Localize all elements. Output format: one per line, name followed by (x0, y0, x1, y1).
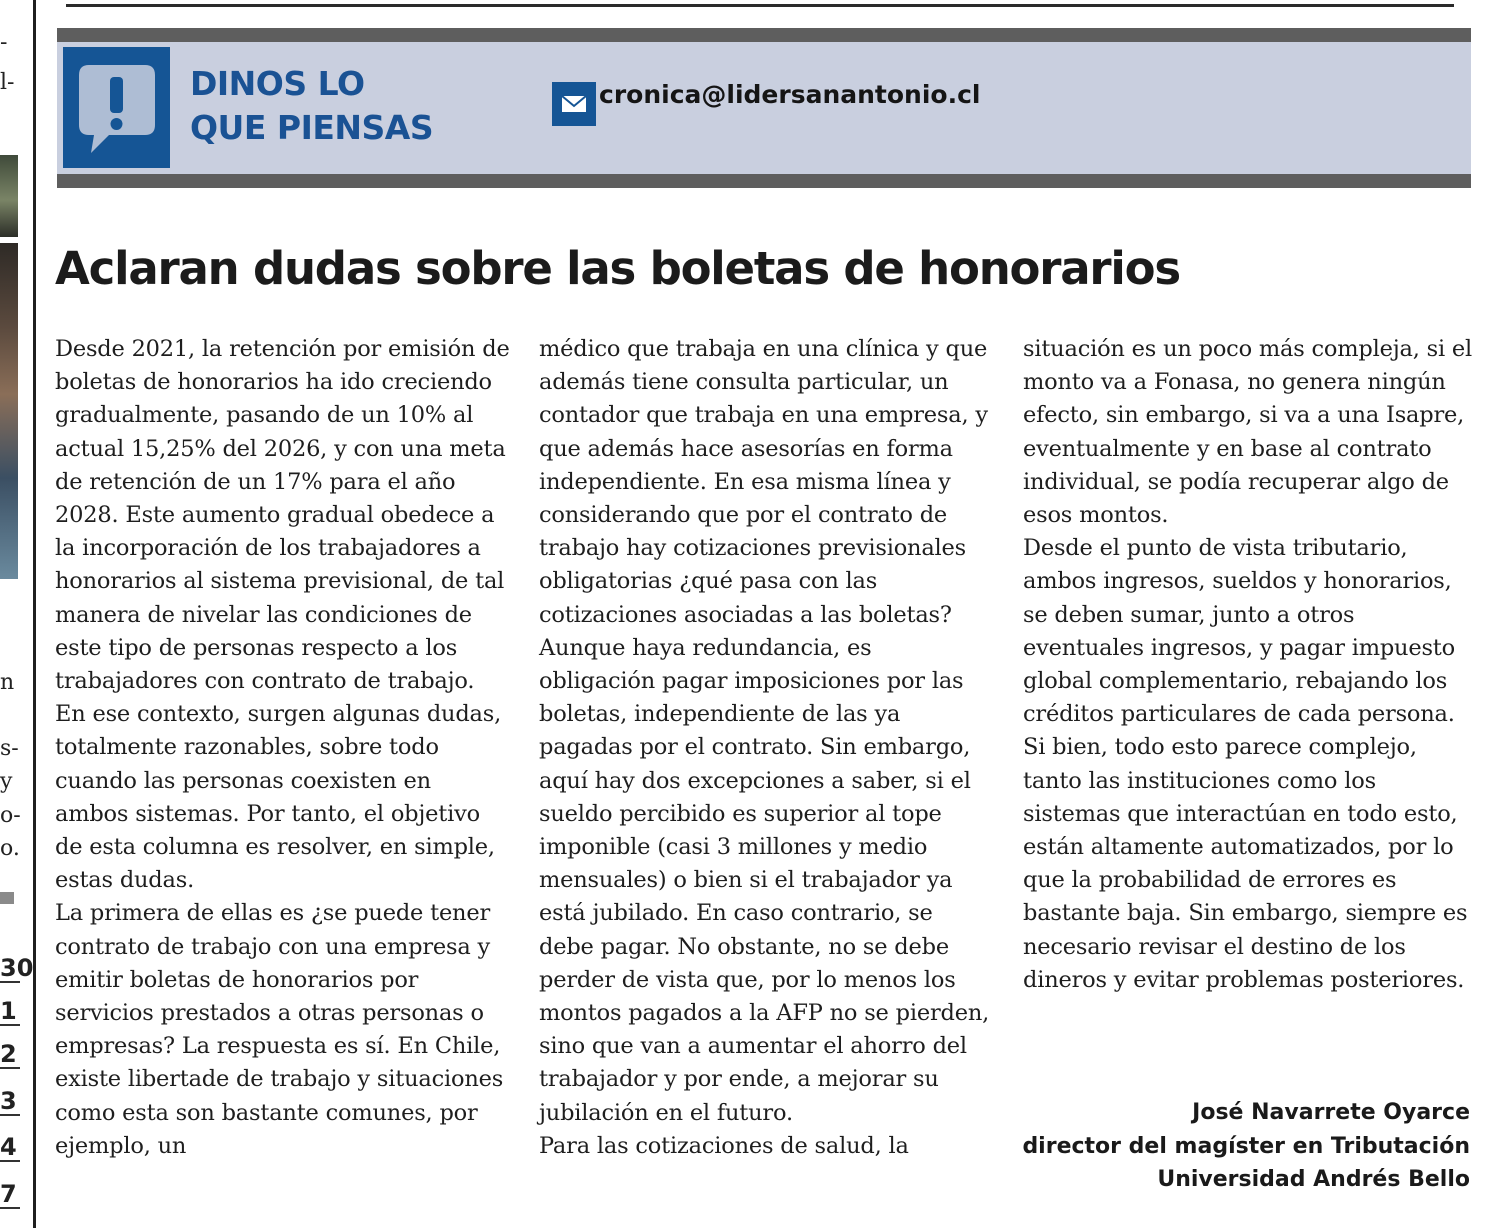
strip-marker (0, 892, 14, 904)
adjacent-page-strip (0, 0, 37, 1228)
strip-fragment: o. (0, 836, 20, 861)
article-paragraph: Para las cotizaciones de salud, la (539, 1132, 909, 1159)
article-paragraph: situación es un poco más compleja, si el monto va a Fonasa, no genera ningún efecto, sin embargo, si va a una Isapre, eventualmente y en base al contrato individual, se podía recuperar algo de esos montos. (1023, 336, 1473, 529)
author-byline (950, 1096, 1470, 1197)
adjacent-photo (0, 243, 18, 579)
strip-fragment: l- (0, 70, 15, 95)
strip-fragment: s- (0, 736, 19, 761)
strip-number: 4 (0, 1134, 20, 1162)
article-column-3 (1023, 333, 1478, 997)
article-paragraph: Desde 2021, la retención por emisión de boletas de honorarios ha ido creciendo gradualmente, pasando de un 10% al actual 15,25% del 2026, y con una meta de retención de un 17% para el año 2028. Este aumento gradual obedece a la incorporación de los trabajadores a honorarios al sistema previsional, de tal manera de nivelar las condiciones de este tipo de personas respecto a los trabajadores con contrato de trabajo. En ese contexto, surgen algunas dudas, totalmente razonables, sobre todo cuando las personas coexisten en ambos sistemas. Por tanto, el objetivo de esta columna es resolver, en simple, estas dudas. (55, 336, 510, 894)
adjacent-photo (0, 155, 18, 237)
author-name: José Navarrete Oyarce (1192, 1100, 1470, 1125)
strip-number: 7 (0, 1181, 20, 1209)
strip-fragment: n (0, 670, 15, 695)
article-paragraph: Desde el punto de vista tributario, ambos ingresos, sueldos y honorarios, se deben sumar, junto a otros eventuales ingresos, y pagar impuesto global complementario, rebajando los créditos particulares de cada persona. (1023, 535, 1455, 728)
strip-fragment: y (0, 769, 13, 794)
strip-number: 30 (0, 954, 34, 982)
strip-number: 3 (0, 1088, 20, 1116)
strip-fragment: o- (0, 803, 21, 828)
strip-number: 2 (0, 1041, 20, 1069)
banner-title-line: DINOS LO (190, 64, 365, 103)
article-column-2 (539, 333, 994, 1163)
banner-top-bar (57, 28, 1471, 42)
banner-title-line: QUE PIENSAS (190, 108, 434, 147)
strip-fragment: - (0, 30, 8, 55)
column-divider (33, 0, 36, 1228)
top-rule (66, 4, 1454, 7)
banner-title (190, 62, 450, 150)
banner-bottom-bar (57, 174, 1471, 188)
article-paragraph: Si bien, todo esto parece complejo, tanto las instituciones como los sistemas que interactúan en todo esto, están altamente automatizados, por lo que la probabilidad de errores es bastante baja. Sin embargo, siempre es necesario revisar el destino de los dineros y evitar problemas posteriores. (1023, 734, 1468, 993)
article-paragraph: La primera de ellas es ¿se puede tener contrato de trabajo con una empresa y emitir boletas de honorarios por servicios prestados a otras personas o empresas? La respuesta es sí. En Chile, existe libertade de trabajo y situaciones como esta son bastante comunes, por ejemplo, un (55, 900, 504, 1159)
envelope-icon (552, 82, 596, 126)
author-role: director del magíster en Tributación (1022, 1133, 1470, 1159)
article-headline: Aclaran dudas sobre las boletas de honorarios (55, 242, 1180, 295)
article-paragraph: médico que trabaja en una clínica y que además tiene consulta particular, un contador que trabaja en una empresa, y que además hace asesorías en forma independiente. En esa misma línea y considerando que por el contrato de trabajo hay cotizaciones previsionales obligatorias ¿qué pasa con las cotizaciones asociadas a las boletas? Aunque haya redundancia, es obligación pagar imposiciones por las boletas, independiente de las ya pagadas por el contrato. Sin embargo, aquí hay dos excepciones a saber, si el sueldo percibido es superior al tope imponible (casi 3 millones y medio mensuales) o bien si el trabajador ya está jubilado. En caso contrario, se debe pagar. No obstante, no se debe perder de vista que, por lo menos los montos pagados a la AFP no se pierden, sino que van a aumentar el ahorro del trabajador y por ende, a mejorar su jubilación en el futuro. (539, 336, 990, 1126)
author-institution: Universidad Andrés Bello (1157, 1167, 1470, 1192)
contact-email-link[interactable]: cronica@lidersanantonio.cl (599, 80, 981, 109)
strip-number: 1 (0, 998, 20, 1026)
article-column-1 (55, 333, 510, 1163)
exclamation-speech-bubble-icon (63, 47, 170, 168)
